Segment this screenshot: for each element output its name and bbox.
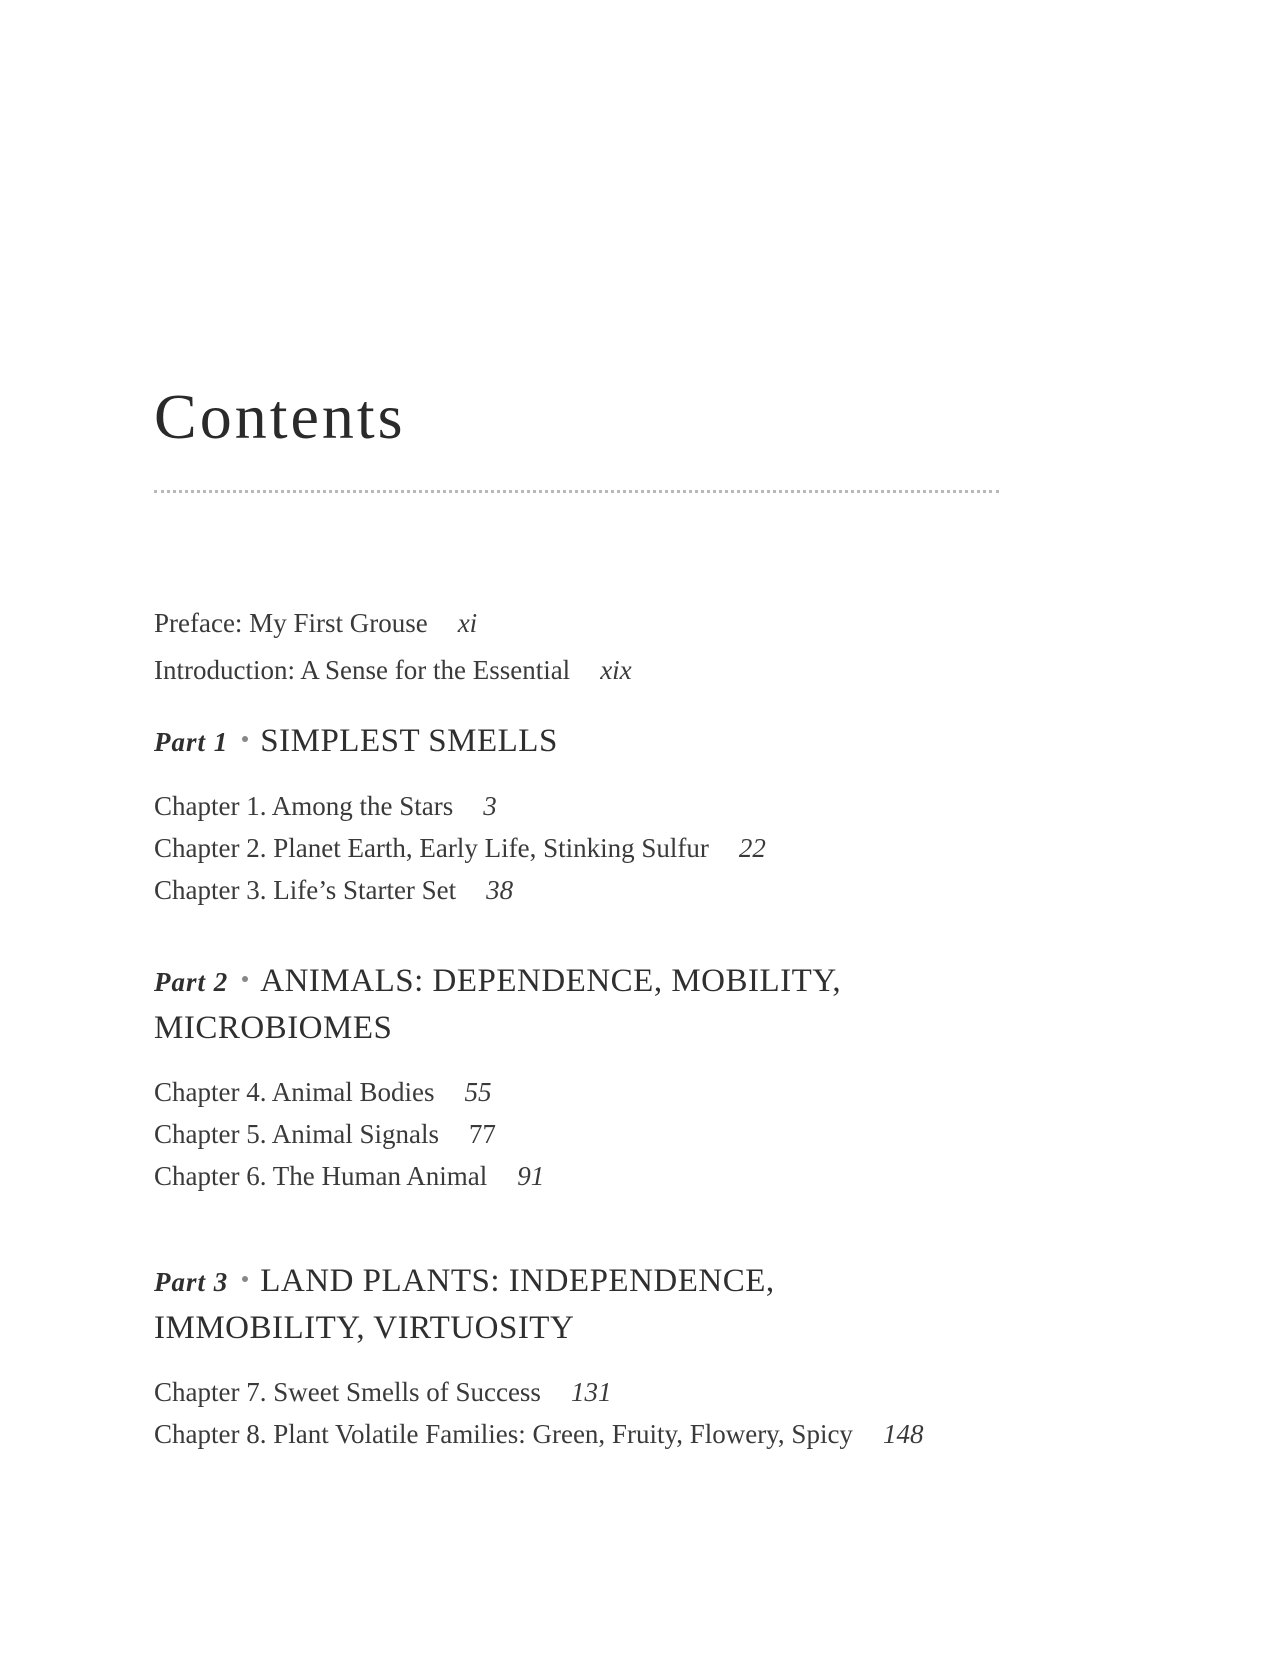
dotted-divider [154,490,999,493]
toc-entry-chapter-4[interactable] [154,1071,914,1113]
part-number: Part 3 [154,1267,229,1297]
entry-label: Chapter 8. Plant Volatile Families: Green, Fruity, Flowery, Spicy [154,1419,853,1449]
toc-entry-chapter-8[interactable] [154,1413,923,1455]
toc-entry-preface[interactable] [154,600,632,647]
part-title: ANIMALS: DEPENDENCE, MOBILITY, MICROBIOMES [154,963,842,1046]
entry-label: Chapter 7. Sweet Smells of Success [154,1377,541,1407]
bullet-separator-icon [242,1276,248,1282]
part-title: SIMPLEST SMELLS [260,723,558,759]
entry-page: 55 [464,1077,492,1107]
part-heading[interactable] [154,1258,914,1351]
toc-entry-chapter-7[interactable] [154,1371,923,1413]
entry-page: 22 [738,833,766,863]
part-heading[interactable] [154,958,914,1051]
entry-page: 77 [468,1119,496,1149]
entry-label: Chapter 3. Life’s Starter Set [154,875,457,905]
entry-label: Chapter 5. Animal Signals [154,1119,439,1149]
part-number: Part 1 [154,727,229,757]
entry-page: 38 [486,875,514,905]
toc-entry-chapter-2[interactable] [154,827,914,869]
toc-entry-chapter-5[interactable] [154,1113,914,1155]
toc-entry-chapter-1[interactable] [154,785,914,827]
chapter-list [154,785,914,911]
entry-label: Chapter 1. Among the Stars [154,791,454,821]
part-1-section [154,718,914,911]
part-2-section [154,958,914,1197]
front-matter-list [154,600,632,694]
toc-entry-chapter-6[interactable] [154,1155,914,1197]
page-title: Contents [154,381,406,452]
entry-page: xix [600,655,632,685]
entry-label: Introduction: A Sense for the Essential [154,655,571,685]
entry-label: Preface: My First Grouse [154,608,428,638]
entry-page: xi [457,608,478,638]
entry-page: 131 [570,1377,612,1407]
toc-entry-introduction[interactable] [154,647,632,694]
entry-page: 91 [517,1161,545,1191]
chapter-list [154,1371,923,1455]
bullet-separator-icon [242,976,248,982]
entry-page: 148 [882,1419,924,1449]
part-number: Part 2 [154,967,229,997]
part-3-section [154,1258,923,1455]
toc-entry-chapter-3[interactable] [154,869,914,911]
chapter-list [154,1071,914,1197]
part-heading[interactable] [154,718,914,765]
entry-page: 3 [483,791,497,821]
entry-label: Chapter 4. Animal Bodies [154,1077,435,1107]
part-title: LAND PLANTS: INDEPENDENCE, IMMOBILITY, VIRTUOSITY [154,1263,775,1346]
entry-label: Chapter 2. Planet Earth, Early Life, Stinking Sulfur [154,833,709,863]
bullet-separator-icon [242,736,248,742]
entry-label: Chapter 6. The Human Animal [154,1161,488,1191]
